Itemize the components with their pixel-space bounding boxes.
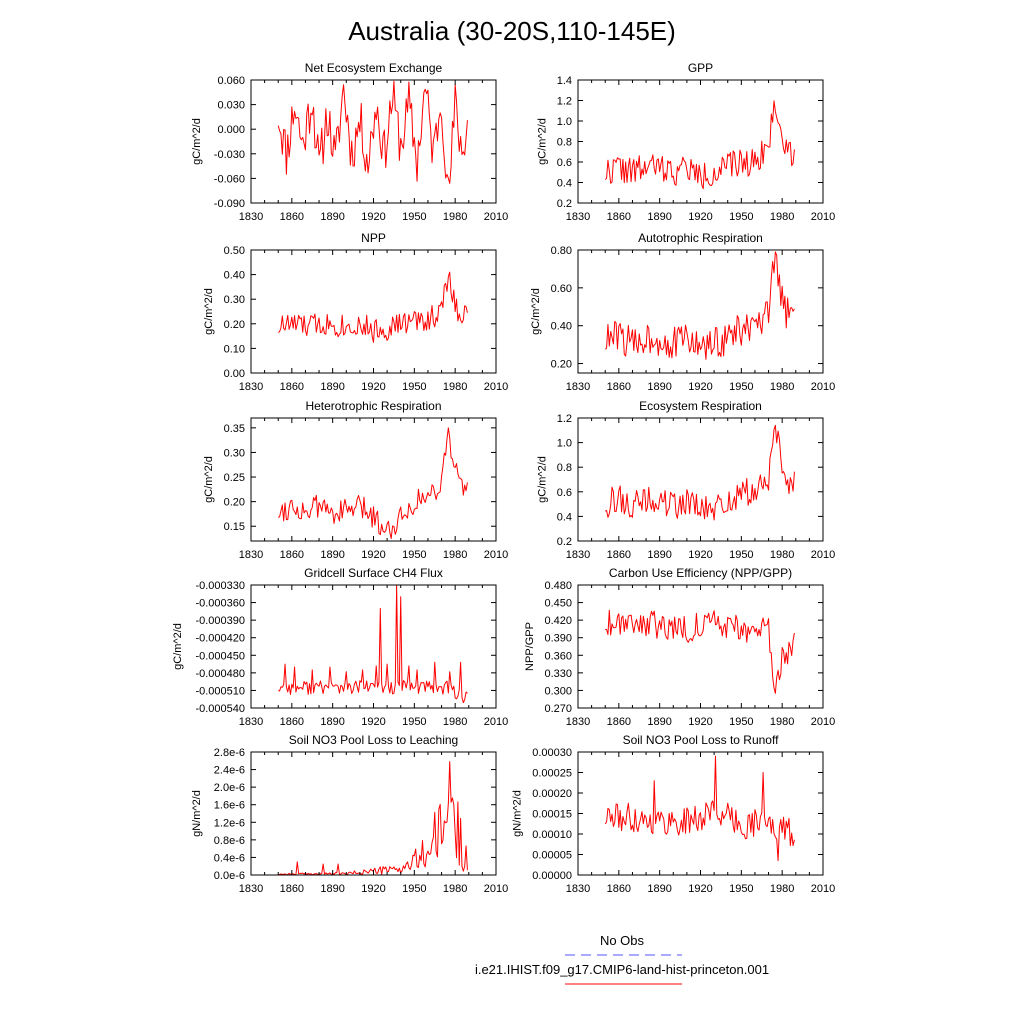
x-tick-label: 1860 — [606, 716, 632, 728]
x-tick-label: 1890 — [320, 716, 345, 728]
series-line — [605, 610, 794, 693]
x-tick-label: 1890 — [647, 883, 672, 895]
x-tick-label: 1920 — [361, 716, 386, 728]
panel-npp — [203, 231, 508, 393]
panel-title: GPP — [687, 61, 714, 75]
series-line — [278, 272, 467, 342]
y-tick-label: 0.8 — [556, 462, 572, 475]
y-tick-label: 0.00030 — [532, 747, 572, 759]
y-tick-label: 0.00015 — [532, 808, 572, 821]
x-tick-label: 1950 — [402, 716, 427, 728]
x-tick-label: 1890 — [320, 381, 345, 393]
x-tick-label: 1890 — [320, 211, 345, 223]
x-tick-label: 1860 — [279, 211, 305, 223]
x-tick-label: 1920 — [688, 211, 713, 223]
y-tick-label: 0.420 — [544, 615, 572, 628]
panel-title: Autotrophic Respiration — [638, 231, 763, 245]
x-tick-label: 1860 — [606, 211, 632, 223]
y-tick-label: 0.30 — [223, 294, 245, 307]
x-tick-label: 2010 — [810, 211, 836, 223]
y-tick-label: 0.6 — [556, 157, 572, 169]
x-tick-label: 1860 — [606, 381, 632, 393]
x-tick-label: 1890 — [320, 549, 345, 561]
y-tick-label: 0.60 — [550, 282, 572, 295]
y-axis-label: gN/m^2/d — [190, 790, 203, 837]
x-tick-label: 2010 — [483, 716, 509, 728]
y-tick-label: 1.0 — [556, 437, 572, 450]
x-tick-label: 2010 — [483, 549, 509, 561]
x-tick-label: 1950 — [729, 883, 754, 895]
y-axis-label: gC/m^2/d — [203, 456, 216, 503]
y-tick-label: 0.50 — [223, 245, 245, 257]
x-tick-label: 2010 — [483, 381, 509, 393]
y-tick-label: 1.0 — [556, 116, 572, 128]
panel-heterotrophic-respiration — [203, 399, 508, 561]
panel-gpp — [536, 61, 835, 223]
y-tick-label: 0.30 — [223, 447, 245, 460]
y-tick-label: 0.480 — [544, 580, 572, 592]
y-tick-label: 0.35 — [223, 422, 245, 435]
x-tick-label: 1890 — [647, 549, 672, 561]
x-tick-label: 1920 — [688, 883, 713, 895]
x-tick-label: 1920 — [361, 549, 386, 561]
y-tick-label: 0.25 — [223, 472, 245, 485]
y-axis-label: gC/m^2/d — [536, 118, 549, 165]
y-tick-label: -0.000510 — [195, 685, 245, 698]
series-line — [605, 425, 794, 520]
x-tick-label: 1860 — [606, 549, 632, 561]
legend-case-label: i.e21.IHIST.f09_g17.CMIP6-land-hist-princeton.001 — [474, 962, 770, 977]
panel-title: Soil NO3 Pool Loss to Leaching — [288, 733, 459, 747]
y-tick-label: 0.15 — [223, 521, 245, 534]
series-line — [605, 101, 794, 189]
x-tick-label: 1920 — [688, 381, 713, 393]
y-tick-label: 0.4e-6 — [213, 852, 245, 865]
y-tick-label: -0.030 — [213, 148, 245, 161]
y-tick-label: 0.00000 — [532, 870, 572, 882]
series-line — [278, 585, 467, 703]
plot-frame — [578, 418, 823, 541]
legend-obs-label: No Obs — [599, 933, 645, 948]
y-axis-label: gC/m^2/d — [190, 118, 203, 165]
y-axis-label: gC/m^2/d — [536, 456, 549, 503]
y-tick-label: 0.00025 — [532, 767, 572, 780]
y-tick-label: 0.390 — [544, 632, 572, 645]
plot-frame — [578, 250, 823, 373]
y-tick-label: -0.000420 — [195, 632, 245, 645]
panel-title: Gridcell Surface CH4 Flux — [304, 566, 443, 580]
y-tick-label: 0.20 — [223, 496, 245, 509]
series-line — [605, 756, 794, 861]
x-tick-label: 1920 — [361, 381, 386, 393]
x-tick-label: 2010 — [810, 883, 836, 895]
y-tick-label: 0.2 — [556, 536, 572, 548]
x-tick-label: 1980 — [769, 211, 795, 223]
x-tick-label: 1830 — [565, 211, 591, 223]
y-tick-label: 0.300 — [544, 685, 572, 698]
figure-title: Australia (30-20S,110-145E) — [348, 16, 676, 46]
y-tick-label: 0.0e-6 — [213, 870, 245, 882]
y-tick-label: 0.8 — [556, 136, 572, 149]
x-tick-label: 1890 — [647, 716, 672, 728]
y-tick-label: -0.090 — [213, 198, 245, 210]
panel-ecosystem-respiration — [536, 399, 835, 561]
y-tick-label: 2.0e-6 — [213, 782, 245, 795]
x-tick-label: 1950 — [729, 211, 754, 223]
panel-net-ecosystem-exchange — [191, 61, 508, 223]
x-tick-label: 1950 — [402, 549, 427, 561]
y-axis-label: NPP/GPP — [524, 622, 536, 671]
y-tick-label: 0.000 — [217, 124, 245, 137]
x-tick-label: 1830 — [238, 716, 264, 728]
y-tick-label: 2.4e-6 — [213, 764, 245, 777]
legend — [475, 933, 769, 984]
panel-soil-no3-pool-loss-to-leaching — [191, 733, 508, 895]
x-tick-label: 2010 — [483, 883, 509, 895]
panel-title: Heterotrophic Respiration — [305, 399, 442, 413]
x-tick-label: 1860 — [279, 381, 305, 393]
panel-autotrophic-respiration — [530, 231, 835, 393]
x-tick-label: 1920 — [361, 211, 386, 223]
x-tick-label: 1980 — [442, 211, 468, 223]
panel-title: Ecosystem Respiration — [639, 399, 762, 413]
y-tick-label: 0.00 — [223, 368, 245, 380]
y-tick-label: 0.4 — [556, 511, 572, 524]
x-tick-label: 1860 — [279, 716, 305, 728]
y-tick-label: -0.000480 — [195, 667, 245, 680]
y-tick-label: 1.2e-6 — [213, 817, 245, 830]
x-tick-label: 1950 — [729, 381, 754, 393]
panels — [172, 61, 835, 895]
x-tick-label: 1860 — [606, 883, 632, 895]
series-line — [278, 762, 467, 875]
x-tick-label: 1890 — [647, 211, 672, 223]
y-tick-label: -0.000390 — [195, 615, 245, 628]
y-axis-label: gC/m^2/d — [530, 288, 543, 335]
x-tick-label: 1950 — [729, 549, 754, 561]
y-tick-label: 0.360 — [544, 650, 572, 663]
y-tick-label: 0.80 — [550, 245, 572, 257]
y-tick-label: 1.2 — [556, 413, 572, 425]
y-tick-label: -0.000450 — [195, 650, 245, 663]
x-tick-label: 1920 — [361, 883, 386, 895]
panel-carbon-use-efficiency-npp-gpp — [524, 566, 835, 728]
x-tick-label: 1830 — [238, 549, 264, 561]
y-axis-label: gC/m^2/d — [203, 288, 216, 335]
y-tick-label: 0.00005 — [532, 849, 572, 862]
series-line — [278, 81, 467, 183]
y-axis-label: gC/m^2/d — [172, 623, 185, 670]
x-tick-label: 1890 — [320, 883, 345, 895]
y-tick-label: 0.8e-6 — [213, 834, 245, 847]
panel-soil-no3-pool-loss-to-runoff — [512, 733, 836, 895]
y-tick-label: -0.000330 — [195, 580, 245, 592]
y-tick-label: 0.00020 — [532, 788, 572, 800]
x-tick-label: 1980 — [442, 549, 468, 561]
y-axis-label: gN/m^2/d — [511, 790, 524, 837]
x-tick-label: 1950 — [402, 211, 427, 223]
y-tick-label: 1.4 — [556, 75, 572, 87]
x-tick-label: 1860 — [279, 549, 305, 561]
x-tick-label: 1860 — [279, 883, 305, 895]
plot-frame — [578, 585, 823, 708]
plot-frame — [251, 250, 496, 373]
x-tick-label: 1830 — [565, 883, 591, 895]
y-tick-label: 0.40 — [550, 320, 572, 333]
y-tick-label: -0.000540 — [195, 703, 245, 715]
x-tick-label: 1830 — [565, 381, 591, 393]
panel-title: NPP — [361, 231, 386, 245]
y-tick-label: 0.2 — [556, 198, 572, 210]
x-tick-label: 1980 — [442, 883, 468, 895]
y-tick-label: 0.330 — [544, 667, 572, 680]
x-tick-label: 1830 — [238, 883, 264, 895]
x-tick-label: 2010 — [810, 381, 836, 393]
series-line — [278, 428, 467, 539]
x-tick-label: 1980 — [769, 883, 795, 895]
y-tick-label: 1.6e-6 — [213, 799, 245, 812]
y-tick-label: 0.060 — [217, 75, 245, 87]
x-tick-label: 1950 — [402, 883, 427, 895]
y-tick-label: 0.40 — [223, 269, 245, 282]
x-tick-label: 2010 — [810, 549, 836, 561]
y-tick-label: 0.6 — [556, 486, 572, 499]
x-tick-label: 1890 — [647, 381, 672, 393]
x-tick-label: 1980 — [442, 716, 468, 728]
y-tick-label: 1.2 — [556, 95, 572, 108]
x-tick-label: 1950 — [402, 381, 427, 393]
panel-title: Net Ecosystem Exchange — [304, 61, 443, 75]
x-tick-label: 1830 — [238, 211, 264, 223]
x-tick-label: 1980 — [769, 716, 795, 728]
y-tick-label: 0.00010 — [532, 829, 572, 841]
x-tick-label: 1980 — [769, 549, 795, 561]
x-tick-label: 2010 — [483, 211, 509, 223]
x-tick-label: 1830 — [238, 381, 264, 393]
y-tick-label: 0.10 — [223, 343, 245, 356]
x-tick-label: 1950 — [729, 716, 754, 728]
y-tick-label: 0.4 — [556, 177, 572, 190]
y-tick-label: 0.20 — [223, 318, 245, 331]
x-tick-label: 2010 — [810, 716, 836, 728]
x-tick-label: 1980 — [442, 381, 468, 393]
x-tick-label: 1920 — [688, 716, 713, 728]
series-line — [605, 252, 794, 359]
y-tick-label: 2.8e-6 — [213, 747, 245, 759]
x-tick-label: 1830 — [565, 549, 591, 561]
y-tick-label: 0.030 — [217, 99, 245, 112]
panel-title: Carbon Use Efficiency (NPP/GPP) — [608, 566, 793, 580]
y-tick-label: 0.450 — [544, 597, 572, 610]
y-tick-label: -0.000360 — [195, 597, 245, 610]
panel-gridcell-surface-ch4-flux — [172, 566, 508, 728]
y-tick-label: 0.20 — [550, 358, 572, 371]
x-tick-label: 1920 — [688, 549, 713, 561]
y-tick-label: -0.060 — [213, 173, 245, 186]
x-tick-label: 1980 — [769, 381, 795, 393]
panel-title: Soil NO3 Pool Loss to Runoff — [622, 733, 779, 747]
plot-frame — [251, 418, 496, 541]
x-tick-label: 1830 — [565, 716, 591, 728]
y-tick-label: 0.270 — [544, 703, 572, 715]
